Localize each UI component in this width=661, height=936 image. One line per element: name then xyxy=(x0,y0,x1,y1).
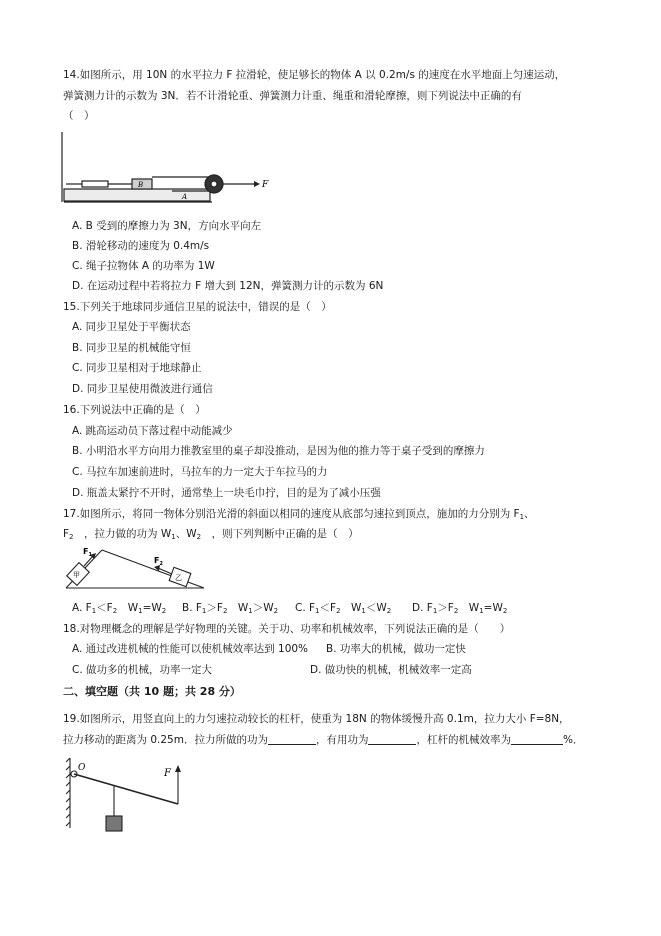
q14-option-d: D. 在运动过程中若将拉力 F 增大到 12N，弹簧测力计的示数为 6N xyxy=(72,280,384,292)
q14-option-b: B. 滑轮移动的速度为 0.4m/s xyxy=(72,240,210,252)
q15-option-b: B. 同步卫星的机械能守恒 xyxy=(72,342,191,354)
q16-stem: 16.下列说法中正确的是（ ） xyxy=(63,404,206,416)
q18-option-a: A. 通过改进机械的性能可以使机械效率达到 100% xyxy=(72,643,309,655)
label-jia: 甲 xyxy=(73,571,80,579)
q18-option-b: B. 功率大的机械，做功一定快 xyxy=(326,643,466,655)
q16-option-c: C. 马拉车加速前进时，马拉车的力一定大于车拉马的力 xyxy=(72,466,328,478)
q14-option-c: C. 绳子拉物体 A 的功率为 1W xyxy=(72,260,215,272)
q17-incline-figure xyxy=(62,544,212,594)
q14-stem-line2: 弹簧测力计的示数为 3N．若不计滑轮重、弹簧测力计重、绳重和滑轮摩擦，则下列说法中正确的有 xyxy=(63,90,522,102)
force-f-arrowhead xyxy=(254,181,260,187)
q14-stem-line1: 14.如图所示，用 10N 的水平拉力 F 拉滑轮，使足够长的物体 A 以 0.2m/s 的速度在水平地面上匀速运动， xyxy=(63,69,566,81)
q17-stem-line2: $F_2$ ，拉力做的功为 $W_1$、$W_2$ ，则下列判断中正确的是（ ） xyxy=(63,528,359,541)
q16-option-d: D. 瓶盖太紧拧不开时，通常垫上一块毛巾拧，目的是为了减小压强 xyxy=(72,487,381,499)
q19-stem-line2: 拉力移动的距离为 0.25m．拉力所做的功为 ，有用功为 ，杠杆的机械效率为 %． xyxy=(63,734,584,746)
q16-option-a: A. 跳高运动员下落过程中动能减少 xyxy=(72,425,233,437)
label-a: A xyxy=(182,193,188,201)
q18-option-c: C. 做功多的机械，功率一定大 xyxy=(72,664,213,676)
q15-option-c: C. 同步卫星相对于地球静止 xyxy=(72,362,202,374)
q17-option-c: C. $F_1<F_2$ $W_1<W_2$ xyxy=(295,602,392,615)
incline-right-slope xyxy=(102,550,204,588)
q19-blank-useful-work[interactable] xyxy=(368,733,416,745)
q17-option-d: D. $F_1>F_2$ $W_1=W_2$ xyxy=(412,602,508,615)
label-f: F xyxy=(262,180,269,190)
q17-option-b: B. $F_1>F_2$ $W_1>W_2$ xyxy=(182,602,279,615)
q15-stem: 15.下列关于地球同步通信卫星的说法中，错误的是（ ） xyxy=(63,301,332,313)
label-f: F xyxy=(164,768,171,779)
q14-option-a: A. B 受到的摩擦力为 3N，方向水平向左 xyxy=(72,220,262,232)
q18-option-d: D. 做功快的机械，机械效率一定高 xyxy=(310,664,472,676)
label-f2: $F_2$ xyxy=(154,556,163,567)
q15-option-d: D. 同步卫星使用微波进行通信 xyxy=(72,383,213,395)
q14-paren: （ ） xyxy=(63,110,95,122)
q17-option-a: A. $F_1<F_2$ $W_1=W_2$ xyxy=(72,602,167,615)
label-b: B xyxy=(138,181,144,189)
label-f1: $F_1$ xyxy=(83,547,92,558)
label-o: O xyxy=(78,763,86,773)
lever-bar xyxy=(74,774,178,804)
q19-stem-line1: 19.如图所示，用竖直向上的力匀速拉动较长的杠杆，使重为 18N 的物体缓慢升高 0.1m，拉力大小 F=8N， xyxy=(63,713,570,725)
label-yi: 乙 xyxy=(175,574,182,582)
q16-option-b: B. 小明沿水平方向用力推教室里的桌子却没推动，是因为他的推力等于桌子受到的摩擦力 xyxy=(72,445,485,457)
weight-block xyxy=(106,816,122,831)
q19-lever-figure xyxy=(66,756,196,838)
q14-pulley-figure xyxy=(62,132,282,212)
q17-stem-line1: 17.如图所示，将同一物体分别沿光滑的斜面以相同的速度从底部匀速拉到顶点，施加的力分别为 $F_1$、 xyxy=(63,508,535,521)
q15-option-a: A. 同步卫星处于平衡状态 xyxy=(72,321,191,333)
force-f-arrowhead xyxy=(175,765,181,772)
section-heading-fill-in: 二、填空题（共 10 题；共 28 分） xyxy=(63,685,241,698)
q18-stem: 18.对物理概念的理解是学好物理的关键。关于功、功率和机械效率，下列说法正确的是（ ） xyxy=(63,623,511,635)
spring-scale xyxy=(82,181,108,187)
q19-blank-total-work[interactable] xyxy=(268,733,316,745)
q19-blank-efficiency[interactable] xyxy=(511,733,563,745)
